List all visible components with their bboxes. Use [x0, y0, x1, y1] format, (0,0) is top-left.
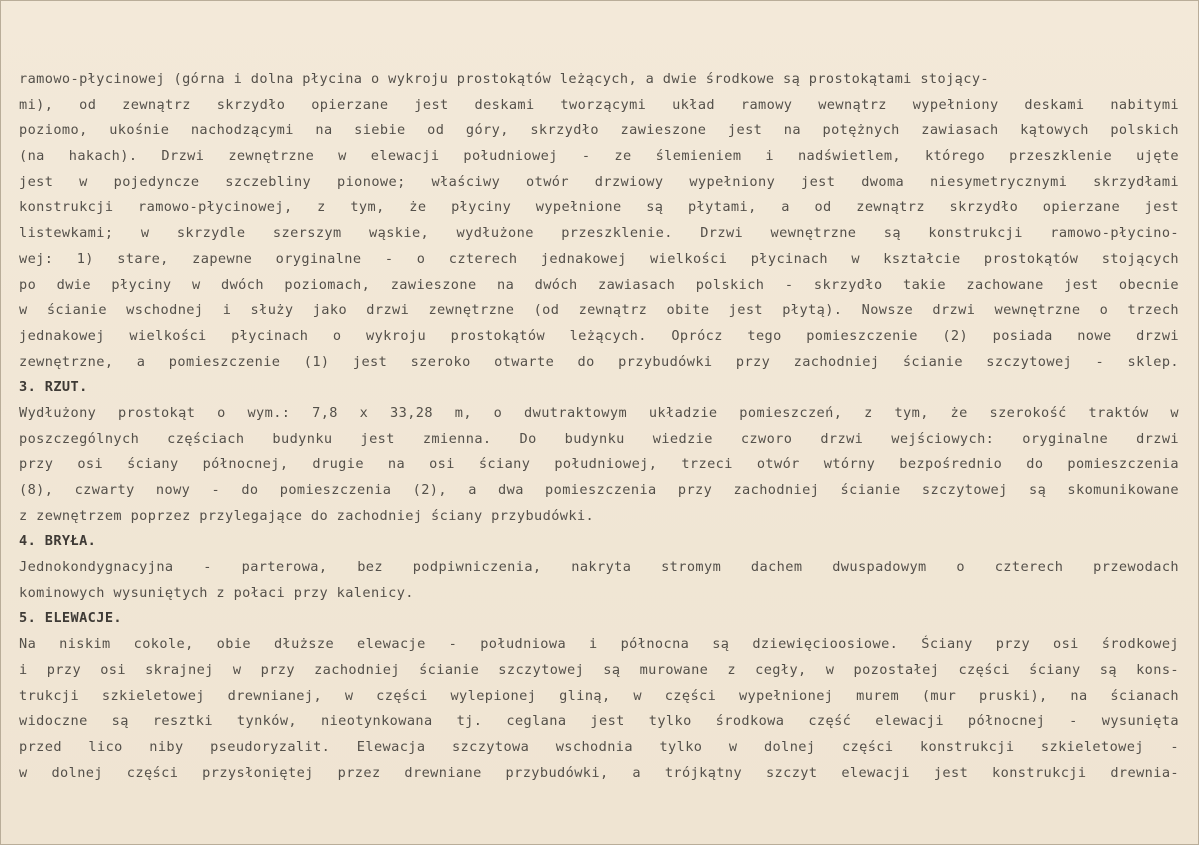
text-line: mi), od zewnątrz skrzydło opierzane jest deskami tworzącymi układ ramowy wewnątrz wypełniony deskami nabitymi: [19, 96, 1179, 113]
text-line: ramowo-płycinowej (górna i dolna płycina o wykroju prostokątów leżących, a dwie środkowe są prostokątami stojący-: [19, 71, 990, 87]
text-line: z zewnętrzem poprzez przylegające do zachodniej ściany przybudówki.: [19, 507, 595, 524]
text-line: przed lico niby pseudoryzalit. Elewacja szczytowa wschodnia tylko w dolnej części konstrukcji szkieletowej -: [19, 738, 1179, 755]
text-line: listewkami; w skrzydle szerszym wąskie, wydłużone przeszklenie. Drzwi wewnętrzne są konstrukcji ramowo-płycino-: [19, 225, 1179, 242]
text-line: Jednokondygnacyjna - parterowa, bez podpiwniczenia, nakryta stromym dachem dwuspadowym o czterech przewodach: [19, 559, 1179, 576]
text-line: trukcji szkieletowej drewnianej, w części wylepionej gliną, w części wypełnionej murem (mur pruski), na ścianach: [19, 687, 1179, 704]
section-heading: 4. BRYŁA.: [19, 533, 97, 550]
text-line: po dwie płyciny w dwóch poziomach, zawieszone na dwóch zawiasach polskich - skrzydło takie zachowane jest obecnie: [19, 276, 1179, 293]
text-line: wej: 1) stare, zapewne oryginalne - o czterech jednakowej wielkości płycinach w kształcie prostokątów stojących: [19, 250, 1179, 267]
text-line: i przy osi skrajnej w przy zachodniej ścianie szczytowej są murowane z cegły, w pozostałej części ściany są kons-: [19, 661, 1179, 678]
text-line: przy osi ściany północnej, drugie na osi ściany południowej, trzeci otwór wtórny bezpośrednio do pomieszczenia: [19, 456, 1179, 473]
text-line: Wydłużony prostokąt o wym.: 7,8 x 33,28 m, o dwutraktowym układzie pomieszczeń, z tym, że szerokość traktów w: [19, 404, 1179, 421]
text-line: (na hakach). Drzwi zewnętrzne w elewacji południowej - ze ślemieniem i nadświetlem, którego przeszklenie ujęte: [19, 148, 1179, 165]
text-line: w dolnej części przysłoniętej przez drewniane przybudówki, a trójkątny szczyt elewacji jest konstrukcji drewnia-: [19, 764, 1179, 781]
section-heading: 3. RZUT.: [19, 379, 88, 396]
text-line: Na niskim cokole, obie dłuższe elewacje - południowa i północna są dziewięcioosiowe. Ściany przy osi środkowej: [19, 636, 1179, 653]
text-line: w ścianie wschodnej i służy jako drzwi zewnętrzne (od zewnątrz obite jest płytą). Nowsze drzwi wewnętrzne o trzech: [19, 302, 1179, 319]
text-line: (8), czwarty nowy - do pomieszczenia (2), a dwa pomieszczenia przy zachodniej ścianie szczytowej są skomunikowane: [19, 482, 1179, 498]
text-line: jednakowej wielkości płycinach o wykroju prostokątów leżących. Oprócz tego pomieszczenie (2) posiada nowe drzwi: [19, 327, 1179, 344]
typewritten-text: [19, 67, 1179, 786]
text-line: konstrukcji ramowo-płycinowej, z tym, że płyciny wypełnione są płytami, a od zewnątrz skrzydło opierzane jest: [19, 199, 1179, 216]
section-heading: 5. ELEWACJE.: [19, 610, 123, 627]
text-line: widoczne są resztki tynków, nieotynkowana tj. ceglana jest tylko środkowa część elewacji północnej - wysunięta: [19, 713, 1179, 730]
text-line: zewnętrzne, a pomieszczenie (1) jest szeroko otwarte do przybudówki przy zachodniej ścianie szczytowej - sklep.: [19, 353, 1179, 370]
text-line: kominowych wysuniętych z połaci przy kalenicy.: [19, 584, 414, 601]
text-line: poszczególnych częściach budynku jest zmienna. Do budynku wiedzie czworo drzwi wejściowych: oryginalne drzwi: [19, 430, 1179, 447]
text-line: jest w pojedyncze szczebliny pionowe; właściwy otwór drzwiowy wypełniony jest dwoma niesymetrycznymi skrzydłami: [19, 173, 1179, 190]
text-line: poziomo, ukośnie nachodzącymi na siebie od góry, skrzydło zawieszone jest na potężnych zawiasach kątowych polskich: [19, 122, 1179, 139]
